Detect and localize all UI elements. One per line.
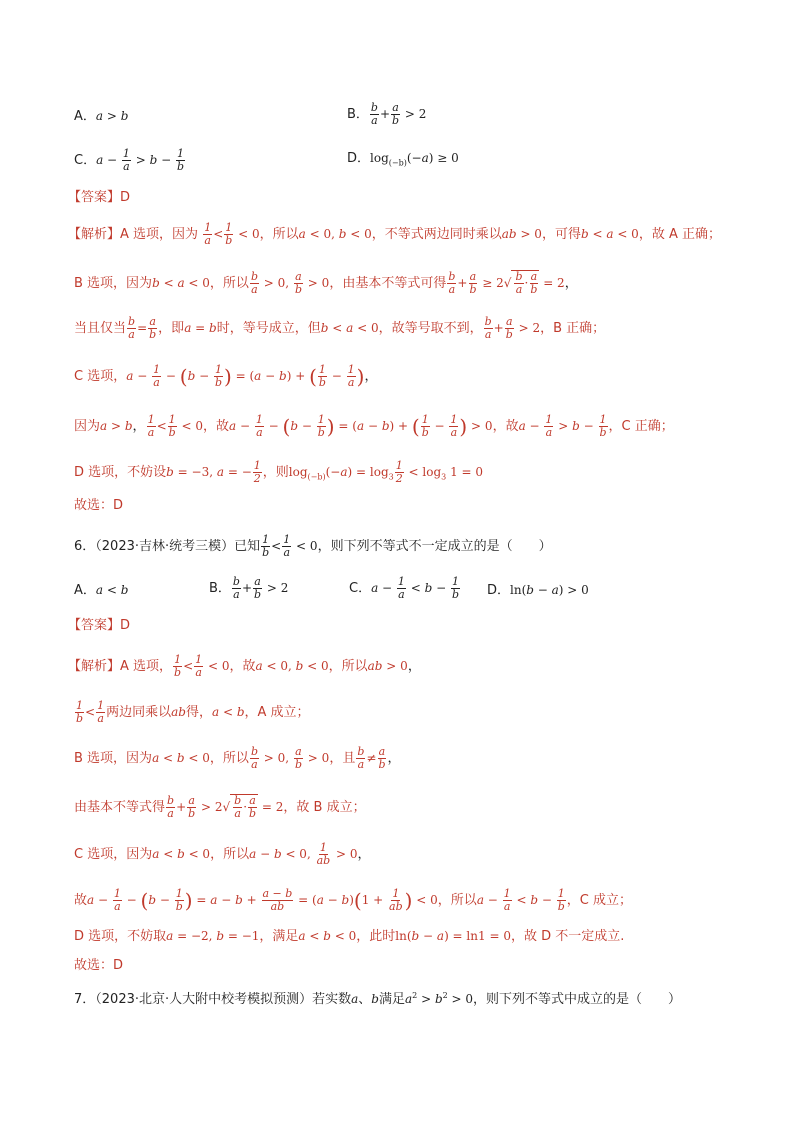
q5-analysis-line-4: C 选项，a − $\frac{1}{a}$ − (b − $\frac{1}{b}$ ) = (a − b) + ( $\frac{1}{b}$ − $\frac{1}{a}$ )， [74,363,378,389]
q6-analysis-line-6: 故a − $\frac{1}{a}$ − (b − $\frac{1}{b}$ ) = a − b + $\frac{a - b}{ab}$ = (a − b)(1 + $\frac{1}{ab}$ ) < 0，所以a − $\frac{1}{a}$ < b − $\frac{1}{b}$ ，C 成立； [74,887,632,913]
q6-analysis-line-1: 【解析】A 选项， $\frac{1}{b}$ < $\frac{1}{a}$ < 0，故a < 0, b < 0，所以ab > 0， [68,653,421,679]
q5-analysis-line-3: 当且仅当 $\frac{b}{a}$ = $\frac{a}{b}$ ，即a = b时，等号成立，但b < a < 0，故等号取不到， $\frac{b}{a}$ + $\frac{a}{b}$ > 2，B 正确； [74,315,606,341]
q6-stem: 6．（2023·吉林·统考三模）已知 $\frac{1}{b}$ < $\frac{1}{a}$ < 0，则下列不等式不一定成立的是（ ） [74,533,552,559]
q5-option-a: A．a > b [74,109,129,124]
q6-analysis-line-4: 由基本不等式得 $\frac{b}{a}$ + $\frac{a}{b}$ > 2√ $\frac{b}{a}$ · $\frac{a}{b}$ = 2，故 B 成立； [74,794,366,820]
q6-option-a: A．a < b [74,583,129,598]
q7-stem: 7．（2023·北京·人大附中校考模拟预测）若实数a、b满足$a^2 > b^2 > 0$，则下列不等式中成立的是（ ） [74,991,682,1007]
q6-analysis-line-5: C 选项，因为a < b < 0，所以a − b < 0, $\frac{1}{ab}$ > 0， [74,841,371,867]
q5-option-d: D．$\log_{(-b)}(-a) \ge 0$ [347,151,459,168]
q5-analysis-line-5: 因为a > b， $\frac{1}{a}$ < $\frac{1}{b}$ < 0，故a − $\frac{1}{a}$ − (b − $\frac{1}{b}$ ) = (a − b) + ( $\frac{1}{b}$ − $\frac{1}{a}$ ) > 0，故a − $\frac{1}{a}$ > b − $\frac{1}{b}$ ，C 正确； [74,413,674,439]
q6-option-d: D．ln(b − a) > 0 [487,583,589,598]
q5-analysis-line-6: D 选项，不妨设b = −3, a = − $\frac{1}{2}$ ，则$\log_{(-b)}(-a) = \log_3$ $\frac{1}{2}$ < $\log_3 1 = 0$ [74,459,484,485]
q6-result: 故选：D [74,958,124,973]
q6-option-c: C．a − $\frac{1}{a}$ < b − $\frac{1}{b}$ [349,575,460,601]
q5-option-b: B． $\frac{b}{a}$ + $\frac{a}{b}$ > 2 [347,101,427,127]
q6-answer: 【答案】D [68,618,131,633]
q5-option-c: C．a − $\frac{1}{a}$ > b − $\frac{1}{b}$ [74,147,185,173]
q5-analysis-line-2: B 选项，因为b < a < 0，所以 $\frac{b}{a}$ > 0, $\frac{a}{b}$ > 0，由基本不等式可得 $\frac{b}{a}$ + $\frac{a}{b}$ ≥ 2√ $\frac{b}{a}$ · $\frac{a}{b}$ = 2， [74,270,578,296]
q6-analysis-line-2: $\frac{1}{b}$ < $\frac{1}{a}$ 两边同乘以ab得，a < b，A 成立； [76,699,310,725]
q5-result: 故选：D [74,498,124,513]
q5-analysis-line-1: 【解析】A 选项，因为 $\frac{1}{a}$ < $\frac{1}{b}$ < 0，所以a < 0, b < 0，不等式两边同时乘以ab > 0，可得b < a < 0，故 A 正确； [68,221,721,247]
q6-option-b: B． $\frac{b}{a}$ + $\frac{a}{b}$ > 2 [209,575,289,601]
q5-answer: 【答案】D [68,190,131,205]
q6-analysis-line-3: B 选项，因为a < b < 0，所以 $\frac{b}{a}$ > 0, $\frac{a}{b}$ > 0，且 $\frac{b}{a}$ ≠ $\frac{a}{b}$ ， [74,745,401,771]
q6-analysis-line-7: D 选项，不妨取a = −2, b = −1，满足a < b < 0，此时ln(b − a) = ln1 = 0，故 D 不一定成立. [74,929,625,944]
